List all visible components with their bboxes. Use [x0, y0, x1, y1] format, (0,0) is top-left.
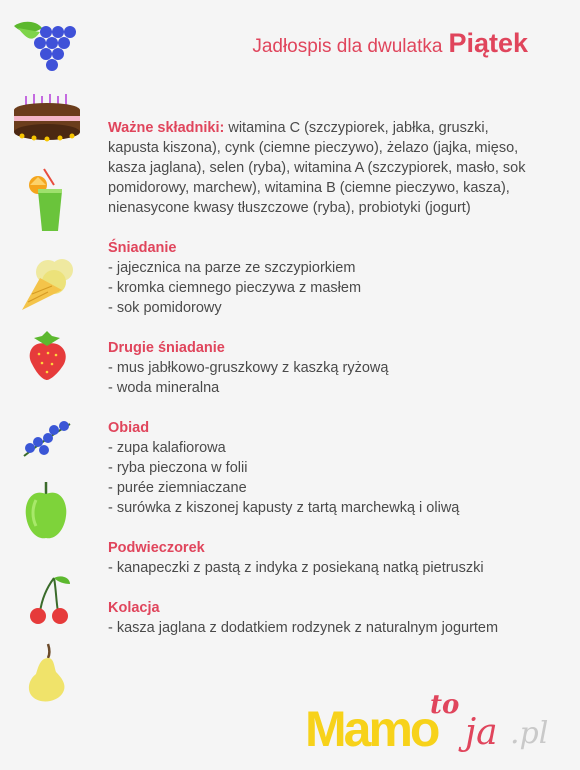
meal-afternoon-snack — [108, 538, 528, 578]
meal-breakfast — [108, 238, 528, 318]
page-header — [0, 28, 528, 59]
mamotoja-logo[interactable] — [305, 690, 565, 760]
meal-second-breakfast — [108, 338, 528, 398]
menu-content — [108, 118, 528, 658]
meal-item: - surówka z kiszonej kapusty z tartą marchewką i oliwą — [108, 500, 460, 516]
logo-text-pl: .pl — [510, 716, 549, 751]
meal-dinner — [108, 598, 528, 638]
meal-item: - woda mineralna — [108, 380, 220, 396]
meal-lunch — [108, 418, 528, 518]
meal-item: - mus jabłkowo-gruszkowy z kaszką ryżową — [108, 360, 389, 376]
meal-item: - kromka ciemnego pieczywa z masłem — [108, 280, 362, 296]
page-title: Jadłospis dla dwulatka — [252, 36, 443, 57]
meal-title: Obiad — [108, 420, 150, 436]
meal-item: - kasza jaglana z dodatkiem rodzynek z naturalnym jogurtem — [108, 620, 499, 636]
meal-item: - kanapeczki z pastą z indyka z posiekaną natką pietruszki — [108, 560, 484, 576]
strawberry-icon — [24, 330, 70, 382]
apple-icon — [22, 478, 70, 542]
blackcurrant-icon — [20, 416, 74, 460]
meal-item: - ryba pieczona w folii — [108, 460, 248, 476]
logo-text-ja: ja — [465, 712, 498, 753]
ice-cream-cone-icon — [18, 254, 76, 312]
ingredients-section — [108, 118, 528, 218]
meal-title: Śniadanie — [108, 240, 177, 256]
meal-title: Podwieczorek — [108, 540, 205, 556]
juice-glass-icon — [24, 165, 74, 235]
birthday-cake-icon — [12, 92, 82, 144]
pear-icon — [22, 642, 70, 704]
ingredients-text: witamina C (szczypiorek, jabłka, gruszki, kapusta kiszona), cynk (ciemne pieczywo), żelazo (jajka, mięso, kasza jaglana), selen (ryba), witamina A (szczypiorek, masło, sok pomidorowy, marchew), witamina B (ciemne pieczywo, kasza), nienasycone kwasy tłuszczowe (ryba), probiotyki (jogurt) — [108, 120, 526, 216]
meal-item: - sok pomidorowy — [108, 300, 222, 316]
logo-text-to: to — [430, 690, 460, 720]
meal-item: - jajecznica na parze ze szczypiorkiem — [108, 260, 356, 276]
grapes-icon — [10, 18, 78, 74]
meal-item: - zupa kalafiorowa — [108, 440, 226, 456]
meal-title: Drugie śniadanie — [108, 340, 225, 356]
meal-item: - purée ziemniaczane — [108, 480, 247, 496]
cherries-icon — [20, 572, 74, 626]
meal-title: Kolacja — [108, 600, 160, 616]
logo-text-mamo: Mamo — [305, 701, 438, 757]
ingredients-label: Ważne składniki: — [108, 120, 225, 136]
day-title: Piątek — [448, 28, 528, 58]
